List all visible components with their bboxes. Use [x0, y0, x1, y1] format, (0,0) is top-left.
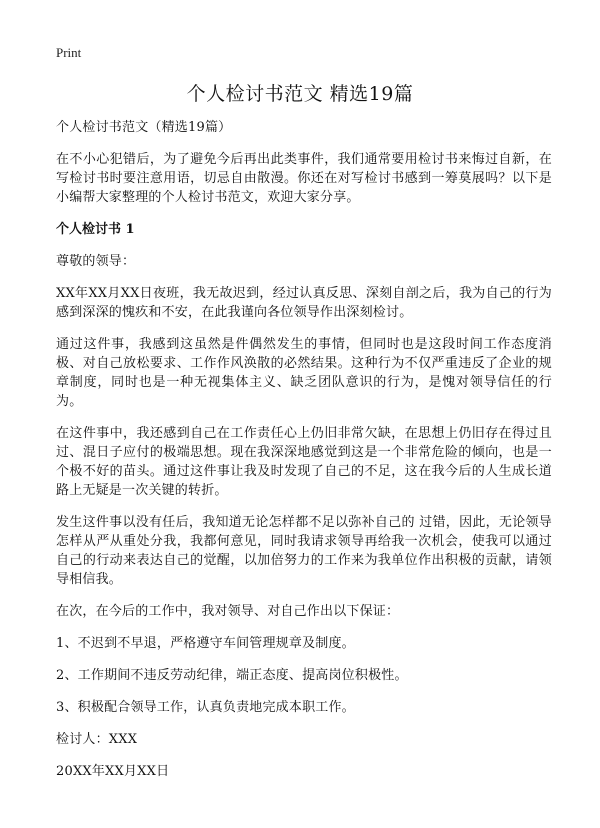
pledge-item: 1、不迟到不早退，严格遵守车间管理规章及制度。 — [56, 636, 355, 651]
date: 20XX年XX月XX日 — [56, 764, 170, 779]
pledge-item: 2、工作期间不违反劳动纪律，端正态度、提高岗位积极性。 — [56, 668, 408, 683]
body-paragraph: 通过这件事，我感到这虽然是件偶然发生的事情，但同时也是这段时间工作态度消极、对自己放松要求、工作作风涣散的必然结果。这种行为不仅严重违反了企业的规章制度，同时也是一种无视集体主义、缺乏团队意识的行为，是愧对领导信任的行为。 — [56, 337, 552, 409]
signature: 检讨人：XXX — [56, 732, 138, 747]
document-body — [56, 118, 552, 794]
intro-paragraph: 在不小心犯错后，为了避免今后再出此类事件，我们通常要用检讨书来悔过自新，在写检讨书时要注意用语，切忌自由散漫。你还在对写检讨书感到一筹莫展吗？以下是小编帮大家整理的个人检讨书范文，欢迎大家分享。 — [56, 152, 552, 205]
salutation: 尊敬的领导： — [56, 254, 136, 269]
section-heading: 个人检讨书 1 — [56, 222, 135, 237]
body-paragraph: 发生这件事以没有任后，我知道无论怎样都不足以弥补自己的 过错，因此，无论领导怎样从严从重处分我，我都何意见，同时我请求领导再给我一次机会，使我可以通过自己的行动来表达自己的觉醒，以加倍努力的工作来为我单位作出积极的贡献，请领导相信我。 — [56, 515, 552, 587]
pledge-item: 3、积极配合领导工作，认真负责地完成本职工作。 — [56, 700, 355, 715]
body-paragraph: 在这件事中，我还感到自己在工作责任心上仍旧非常欠缺，在思想上仍旧存在得过且过、混日子应付的极端思想。现在我深深地感觉到这是一个非常危险的倾向，也是一个极不好的苗头。通过这件事让我及时发现了自己的不足，这在我今后的人生成长道路上无疑是一次关键的转折。 — [56, 426, 552, 498]
print-link[interactable]: Print — [56, 45, 82, 60]
page-title: 个人检讨书范文 精选19篇 — [186, 83, 414, 105]
body-paragraph: 在次，在今后的工作中，我对领导、对自己作出以下保证： — [56, 604, 400, 619]
body-paragraph: XX年XX月XX日夜班，我无故迟到，经过认真反思、深刻自剖之后，我为自己的行为感到深深的愧疚和不安，在此我谨向各位领导作出深刻检讨。 — [56, 286, 552, 320]
subtitle: 个人检讨书范文（精选19篇） — [56, 120, 232, 135]
